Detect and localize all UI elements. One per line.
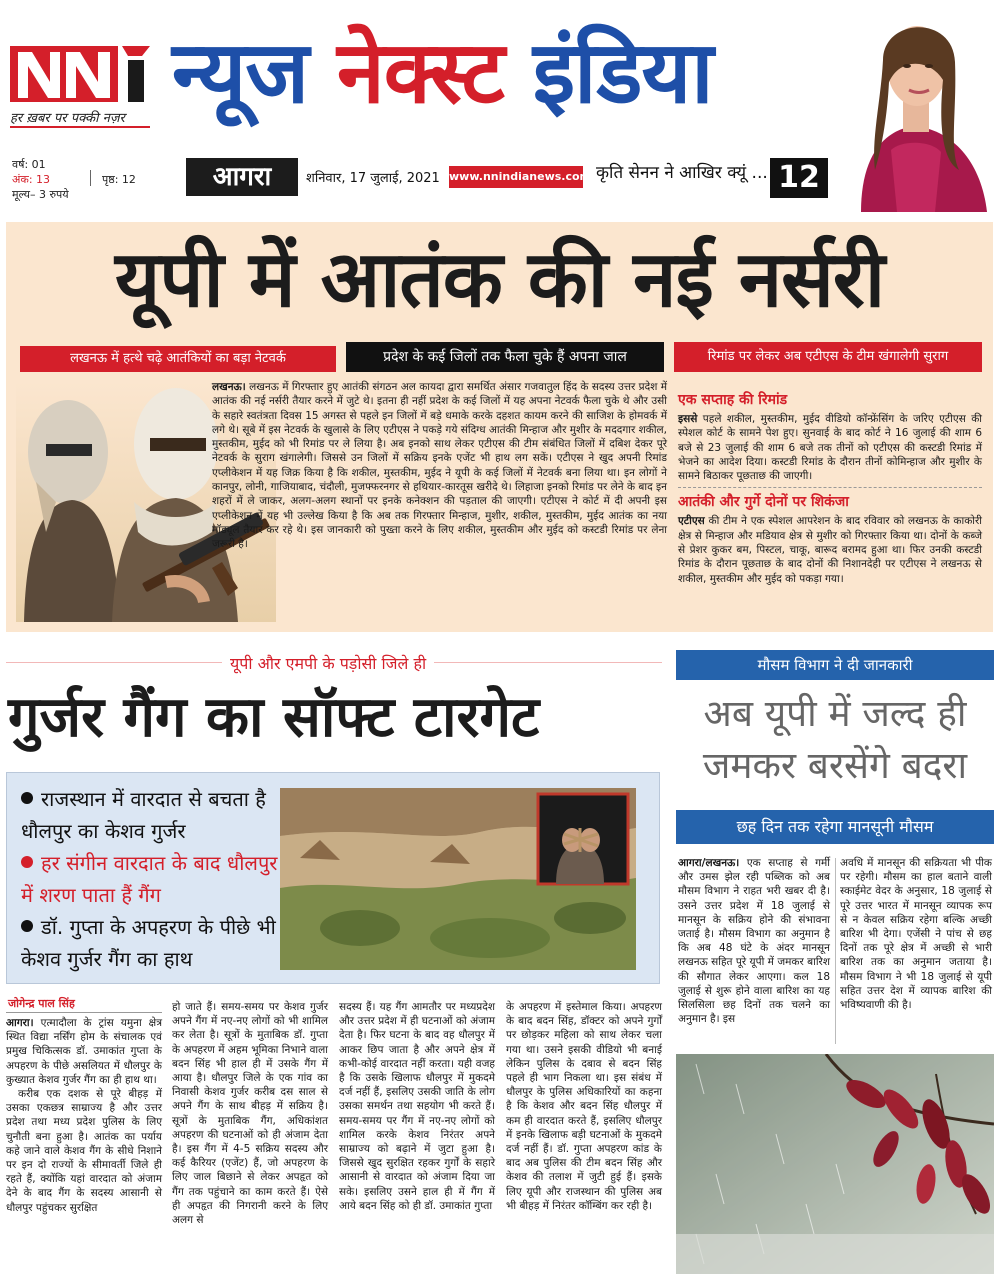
byline: जोगेन्द्र पाल सिंह <box>8 997 75 1010</box>
weather-subhead: छह दिन तक रहेगा मानसूनी मौसम <box>676 810 994 844</box>
meta-divider <box>90 170 91 186</box>
sidebar-heading-crackdown: आतंकी और गुर्गे दोनों पर शिकंजा <box>678 494 849 511</box>
sidebar-divider <box>678 487 982 488</box>
price-label: मूल्य– 3 रुपये <box>12 188 69 201</box>
gang-col2-text: हो जाते हैं। समय-समय पर केशव गुर्जर अपने गैंग में नए-नए लोगों को भी शामिल कर लेता है। सूत्रों के मुताबिक डॉ. गुप्ता के अपहरण में अहम भूमिका निभाने वाला बदन सिंह भी हाल ही में उसके गैंग में आया है। धौलपुर जिले के एक गांव का निवासी केशव गुर्जर करीब दस साल से अपने गैंग के साथ बीहड़ में सक्रिय है। सूत्रों के मुताबिक गैंग, अधिकांशत अपहरण की घटनाओं को ही अंजाम देता है। इस गैंग में 4-5 सक्रिय सदस्य और कई कैरियर (एजेंट) हैं, जो अपहरण के लिए जाल बिछाने से लेकर अपहृत को गैंग तक पहुंचाने का काम करते हैं। ऐसे ही अपहृत की निगरानी करने के लिए अलग से <box>172 1001 328 1227</box>
city-edition: आगरा <box>186 158 298 196</box>
highlight-text-1: राजस्थान में वारदात से बचता है धौलपुर का केशव गुर्जर <box>21 787 266 843</box>
top-story-body-text: लखनऊ में गिरफ्तार हुए आतंकी संगठन अल कायदा द्वारा समर्थित अंसार गजवातुल हिंद के सदस्य उत्तर प्रदेश में आतंक की नई नर्सरी तैयार करने में जुटे थे। इतना ही नहीं प्रदेश के कई जिलों में यह अपना नेटवर्क फैला चुके थे और उसी के सहारे स्वतंत्रता दिवस 15 अगस्त से पहले इन जिलों में बड़े धमाके करके दहशत कायम करने की साजिश के होमवर्क में लगे थे। सूबे में इस नेटवर्क के खुलासे के लिए एटीएस ने पकड़े गये संदिग्ध आतंकी मिन्हाज और मुशीर के मददगार शकील, मुस्तकीम, मुईद को भी रिमांड पर ले लिया है। अब इनको साथ लेकर एटीएस की टीम संबंधित जिलों में दबिश देकर पूरे नेटवर्क के सुराग खंगालेगी। जिससे उन जिलों में सक्रिय इनके एजेंट भी हाथ लग सकें। एटीएस ने खुद अपनी रिमांड एप्लीकेशन में यह जिक्र किया है कि शकील, मुस्तकीम, मुईद ने यूपी के कई जिलों में नेटवर्क बना लिया था। इन लोगों ने कानपुर, लोनी, गाजियाबाद, चंदौली, मुजफ्फरनगर से हथियार-कारतूस खरीदे थे। लिहाजा इनको रिमांड पर लेने के बाद इन शहरों में ले जाकर, अलग-अलग स्थानों पर इनके कनेक्शन की पड़ताल की जाएगी। एटीएस ने कोर्ट में दी अपनी इस एप्लीकेशन में यह भी उल्लेख किया है कि अब तक गिरफ्तार मिन्हाज, मुशीर, शकील, मुस्तकीम, मुईद आतंक का नया मॉड्यूल तैयार कर रहे थे। इस जानकारी को पुख्ता करने के लिए शकील, मुस्तकीम और मुईद को कस्टडी रिमांड पर लेना जरूरी है। <box>212 381 667 551</box>
sidebar-lead-crackdown: एटीएस <box>678 515 705 528</box>
weather-col2-text: अवधि में मानसून की सक्रियता भी पीक पर रहेगी। मौसम का हाल बताने वाली स्काईमेट वेदर के अनुसार, 18 जुलाई से पूरे उत्तर भारत में मानसून व्यापक रूप से न केवल सक्रिय रहेगा बल्कि अच्छी बारिश भी देगा। एजेंसी ने पांच से छह दिनों तक पूरे क्षेत्र में अच्छी से भारी बारिश तक का अनुमान जताया है। मौसम विभाग ने भी 18 जुलाई से यूपी सहित उत्तर देश में व्यापक बारिश की भविष्यवाणी की है। <box>840 857 992 1012</box>
logo-mark[interactable] <box>10 42 160 102</box>
rain-leaves-photo[interactable] <box>676 1054 994 1274</box>
top-story <box>6 222 993 632</box>
gang-col1-p2: करीब एक दशक से पूरे बीहड़ में उसका एकछत्र साम्राज्य है और उत्तर प्रदेश तथा मध्य प्रदेश पुलिस के लिए चुनौती बना हुआ है। आतंक का पर्याय कहे जाने वाले केशव गैंग के सीधे निशाने पर इन दो राज्यों के सीमावर्ती जिले ही रहते हैं, क्योंकि यहां वारदात को अंजाम देने के बाद गैंग के सदस्य आसानी से धौलपुर पहुंचकर सुरक्षित <box>6 1088 162 1214</box>
weather-kicker: मौसम विभाग ने दी जानकारी <box>676 650 994 680</box>
gang-paragraph <box>6 1016 162 1087</box>
top-story-sidebar <box>678 388 982 586</box>
sidebar-text-crackdown <box>678 514 982 585</box>
masthead <box>0 0 999 215</box>
newspaper-title <box>172 18 713 128</box>
gang-col4-text: के अपहरण में इस्तेमाल किया। अपहरण के बाद बदन सिंह, डॉक्टर को अपने गुर्गों पर छोड़कर महिला को साथ लेकर चला गया था। उसने इसकी वीडियो भी बनाई लेकिन पुलिस के दबाव से बदन सिंह पहले ही भाग निकला था। इस संबंध में धौलपुर के पुलिस अधिकारियों का कहना है कि केशव और बदन सिंह धौलपुर में कम ही वारदात करते हैं, इसलिए धौलपुर में इनके खिलाफ बड़ी घटनाओं के मुकदमे दर्ज नहीं हैं। डॉ. गुप्ता अपहरण कांड के बाद अब पुलिस की टीम बदन सिंह और केशव की तलाश में जुटी हुई हैं। इसके लिए यूपी और राजस्थान की पुलिस अब भी बीहड़ में निरंतर कॉम्बिंग कर रही है। <box>506 1001 662 1212</box>
teaser-page-number[interactable]: 12 <box>770 158 828 198</box>
sidebar-body-remand: पहले शकील, मुस्तकीम, मुईद वीडियो कॉन्फ्रेंसिंग के जरिए एटीएस की स्पेशल कोर्ट के सामने पेश हुए। सुनवाई के बाद कोर्ट ने 16 जुलाई की शाम 6 बजे से 23 जुलाई की शाम 6 बजे तक तीनों को एटीएस की कस्टडी रिमांड में भेजने का आदेश दिया। कस्टडी रिमांड के दौरान तीनों कोमिन्हाज और मुशीर के सामने बिठाकर पूछताछ की जाएगी। <box>678 413 982 483</box>
tagline-underline <box>10 126 150 128</box>
ravine-photo-icon <box>280 788 636 970</box>
teaser-text[interactable]: कृति सेनन ने आखिर क्यूं ... <box>596 163 768 183</box>
bullet-dot-icon <box>21 792 33 804</box>
gang-headline[interactable]: गुर्जर गैंग का सॉफ्ट टारगेट <box>8 685 540 750</box>
sidebar-body-crackdown: की टीम ने एक स्पेशल आपरेशन के बाद रविवार को लखनऊ के काकोरी क्षेत्र से मिन्हाज और मडियाव क्षेत्र से मुशीर को गिरफ्तार किया था। दोनों के कब्जे से प्रेशर कुकर बम, पिस्टल, चाकू, बारूद बरामद हुआ था। फिर उनकी कस्टडी रिमांड के दौरान पूछताछ के बाद दोनों की निशानदेही पर एटीएस ने लखनऊ से शकील, मुस्तकीम और मुईद को पकड़ा गया। <box>678 515 982 585</box>
website-link[interactable]: www.nnindianews.com <box>449 166 583 188</box>
weather-column-1 <box>678 856 830 1026</box>
actress-photo-icon <box>831 0 999 212</box>
ravine-photo[interactable] <box>280 788 636 970</box>
logo-icon <box>10 42 160 104</box>
byline-rule <box>6 1012 162 1013</box>
highlight-item <box>21 911 286 975</box>
bullet-dot-icon <box>21 920 33 932</box>
subhead-network: लखनऊ में हत्थे चढ़े आतंकियों का बड़ा नेटवर्क <box>20 346 336 372</box>
pages-label: पृष्ठ: 12 <box>102 173 136 186</box>
weather-headline[interactable]: अब यूपी में जल्द ही जमकर बरसेंगे बदरा <box>702 692 968 787</box>
year-label: वर्ष: 01 <box>12 158 46 171</box>
weather-column-2 <box>840 856 992 1012</box>
top-headline[interactable]: यूपी में आतंक की नई नर्सरी <box>114 235 885 325</box>
actress-photo[interactable] <box>831 0 999 212</box>
issue-date: शनिवार, 17 जुलाई, 2021 <box>306 171 440 186</box>
subhead-remand: रिमांड पर लेकर अब एटीएस के टीम खंगालेगी सुराग <box>674 342 982 372</box>
weather-column-divider <box>835 858 836 1044</box>
highlight-text-2: हर संगीन वारदात के बाद धौलपुर में शरण पाता हैं गैंग <box>21 851 278 907</box>
top-story-dateline: लखनऊ। <box>212 381 246 393</box>
top-story-body <box>212 380 667 552</box>
gang-dateline: आगरा। <box>6 1017 34 1029</box>
sidebar-lead-remand: इससे <box>678 413 698 425</box>
issue-label: अंक: 13 <box>12 173 51 186</box>
bullet-dot-icon <box>21 856 33 868</box>
issue-meta <box>12 157 69 202</box>
gang-kicker: यूपी और एमपी के पड़ोसी जिले ही <box>222 652 434 674</box>
title-word-2: नेक्स्ट <box>337 23 504 123</box>
tagline: हर ख़बर पर पक्की नज़र <box>10 111 125 126</box>
gang-column-2 <box>172 1000 328 1227</box>
subhead-districts: प्रदेश के कई जिलों तक फैला चुके हैं अपना जाल <box>346 342 664 372</box>
gang-col3-text: सदस्य हैं। यह गैंग आमतौर पर मध्यप्रदेश और उत्तर प्रदेश में ही घटनाओं को अंजाम देता है। फिर घटना के बाद वह धौलपुर में आकर छिप जाता है और अपने क्षेत्र में कभी-कोई वारदात नहीं करता। यही वजह है कि उसके खिलाफ धौलपुर में मुकदमे दर्ज नहीं हैं, इसलिए उसकी जाति के लोग उसका समर्थन तथा सहयोग भी करते हैं। समय-समय पर गैंग में नए-नए लोगों को शामिल करके केशव निरंतर अपने साम्राज्य को बढ़ाने में जुटा हुआ है। जिससे खुद सुरक्षित रहकर गुर्गों के सहारे आसानी से वारदात को अंजाम दिया जा सके। इसलिए उसने हाल ही में गैंग में आये बदन सिंह को ही डॉ. उमाकांत गुप्ता <box>339 1001 495 1212</box>
rain-leaves-photo-icon <box>676 1054 994 1274</box>
gang-column-3 <box>339 1000 495 1213</box>
highlight-item <box>21 783 286 847</box>
weather-dateline: आगरा/लखनऊ। <box>678 857 740 869</box>
sidebar-heading-remand: एक सप्ताह की रिमांड <box>678 392 788 408</box>
highlight-item <box>21 847 286 911</box>
weather-col1-text: एक सप्ताह से गर्मी और उमस झेल रही पब्लिक को अब मौसम विभाग ने राहत भरी खबर दी है। उसने उत्तर प्रदेश में 18 जुलाई से मानसून के सक्रिय होने की संभावना जताई है। मौसम विभाग का अनुमान है कि अब 48 घंटे के अंदर मानसून लखनऊ सहित पूरे यूपी में जमकर बारिश की सौगात लेकर आएगा। कल 18 जुलाई से शुरू होने वाला बारिश का यह सिलसिला छह दिनों तक चलने का अनुमान है। इस <box>678 857 830 1026</box>
gang-column-4 <box>506 1000 662 1213</box>
gang-column-1 <box>6 1016 162 1215</box>
sidebar-text-remand <box>678 412 982 483</box>
highlight-text-3: डॉ. गुप्ता के अपहरण के पीछे भी केशव गुर्जर गैंग का हाथ <box>21 915 276 971</box>
gang-col1-p1: एत्मादौला के ट्रांस यमुना क्षेत्र स्थित विद्या नर्सिंग होम के संचालक एवं प्रमुख चिकित्सक डॉ. उमाकांत गुप्ता के अपहरण के पीछे असलियत में धौलपुर के कुख्यात केशव गुर्जर गैंग का ही हाथ था। <box>6 1017 162 1086</box>
title-word-1: न्यूज <box>172 23 309 123</box>
title-word-3: इंडिया <box>532 23 713 123</box>
